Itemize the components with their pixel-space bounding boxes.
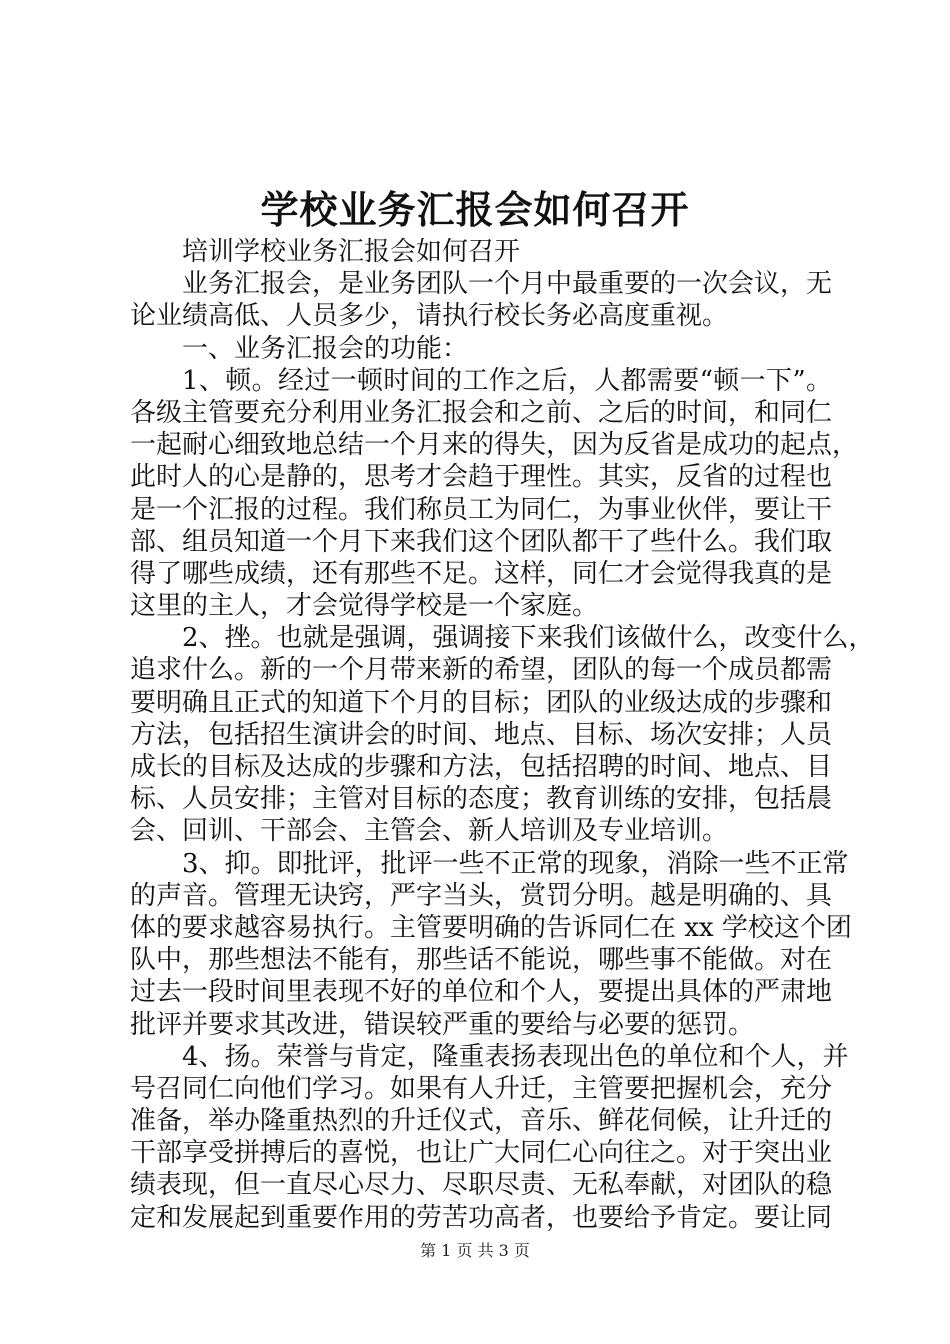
- text-line: 2、挫。也就是强调，强调接下来我们该做什么，改变什么，: [182, 623, 875, 654]
- text-line: 得了哪些成绩，还有那些不足。这样，同仁才会觉得我真的是: [130, 558, 833, 589]
- text-line: 成长的目标及达成的步骤和方法，包括招聘的时间、地点、目: [130, 752, 833, 782]
- text-line: 3、抑。即批评，批评一些不正常的现象，消除一些不正常: [182, 848, 849, 879]
- text-line: 部、组员知道一个月下来我们这个团队都干了些什么。我们取: [130, 526, 833, 557]
- text-line: 这里的主人，才会觉得学校是一个家庭。: [130, 591, 599, 622]
- text-line: 队中，那些想法不能有，那些话不能说，哪些事不能做。对在: [130, 945, 833, 976]
- text-line: 论业绩高低、人员多少，请执行校长务必高度重视。: [130, 301, 729, 332]
- text-line: 要明确且正式的知道下个月的目标；团队的业级达成的步骤和: [130, 687, 833, 718]
- text-line: 此时人的心是静的，思考才会趋于理性。其实，反省的过程也: [130, 462, 833, 493]
- text-line: 是一个汇报的过程。我们称员工为同仁，为事业伙伴，要让干: [130, 494, 833, 525]
- text-line: 一、业务汇报会的功能：: [182, 333, 469, 364]
- text-line: 各级主管要充分利用业务汇报会和之前、之后的时间，和同仁: [130, 397, 833, 428]
- text-line: 业务汇报会，是业务团队一个月中最重要的一次会议，无: [182, 269, 833, 300]
- text-line: 定和发展起到重要作用的劳苦功高者，也要给予肯定。要让同: [130, 1202, 833, 1233]
- document-title: 学校业务汇报会如何召开: [260, 188, 690, 232]
- text-line: 培训学校业务汇报会如何召开: [182, 237, 521, 267]
- text-line: 号召同仁向他们学习。如果有人升迁，主管要把握机会，充分: [130, 1073, 833, 1104]
- text-line: 方法，包括招生演讲会的时间、地点、目标、场次安排；人员: [130, 719, 833, 750]
- text-line: 干部享受拼搏后的喜悦，也让广大同仁心向往之。对于突出业: [130, 1138, 833, 1169]
- text-line: 体的要求越容易执行。主管要明确的告诉同仁在 xx 学校这个团: [130, 912, 852, 943]
- text-line: 会、回训、干部会、主管会、新人培训及专业培训。: [130, 816, 729, 847]
- text-line: 准备，举办隆重热烈的升迁仪式，音乐、鲜花伺候，让升迁的: [130, 1106, 833, 1137]
- text-line: 标、人员安排；主管对目标的态度；教育训练的安排，包括晨: [130, 784, 833, 815]
- text-line: 过去一段时间里表现不好的单位和个人，要提出具体的严肃地: [130, 977, 833, 1008]
- text-line: 批评并要求其改进，错误较严重的要给与必要的惩罚。: [130, 1009, 755, 1040]
- page-number-footer: 第 1 页 共 3 页: [420, 1241, 530, 1260]
- text-line: 4、扬。荣誉与肯定，隆重表扬表现出色的单位和个人，并: [182, 1041, 849, 1072]
- text-line: 追求什么。新的一个月带来新的希望，团队的每一个成员都需: [130, 655, 833, 686]
- text-line: 的声音。管理无诀窍，严字当头，赏罚分明。越是明确的、具: [130, 880, 833, 911]
- text-line: 绩表现，但一直尽心尽力、尽职尽责、无私奉献，对团队的稳: [130, 1170, 833, 1201]
- text-line: 一起耐心细致地总结一个月来的得失，因为反省是成功的起点，: [130, 430, 859, 461]
- document-body: [130, 236, 875, 1234]
- text-line: 1、顿。经过一顿时间的工作之后，人都需要“顿一下”。: [182, 365, 832, 396]
